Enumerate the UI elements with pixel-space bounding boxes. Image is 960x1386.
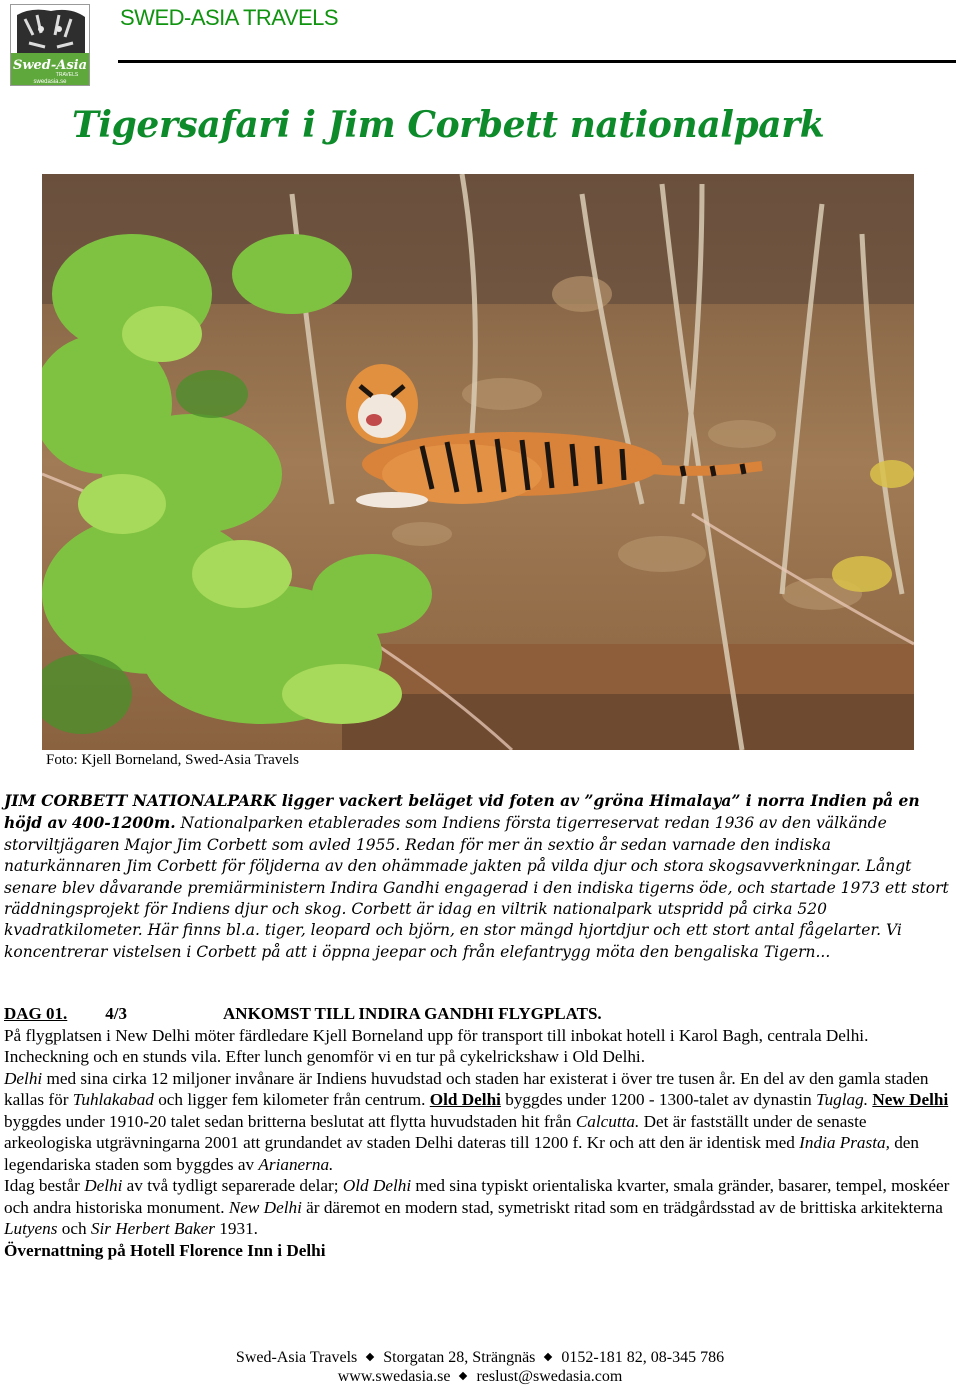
text-segment: av två tydligt separerade delar;: [122, 1176, 343, 1196]
day-paragraph-arrival: På flygplatsen i New Delhi möter färdledare Kjell Borneland upp för transport till inbokat hotell i Karol Bagh, centrala Delhi. Incheckning och en stunds vila. Efter lunch genomför vi en tur på cykelrickshaw i Old Delhi.: [4, 1026, 869, 1067]
term-calcutta: Calcutta.: [575, 1111, 640, 1131]
footer-phone: 0152-181 82, 08-345 786: [561, 1349, 725, 1366]
footer-address: Storgatan 28, Strängnäs: [383, 1349, 536, 1366]
day-title: ANKOMST TILL INDIRA GANDHI FLYGPLATS.: [223, 1004, 602, 1023]
term-new-delhi: New Delhi: [872, 1090, 949, 1110]
term-old-delhi: Old Delhi: [342, 1176, 412, 1196]
text-segment: är däremot en modern stad, symetriskt ritad som en trädgårdsstad av de brittiska arkitekterna: [301, 1197, 943, 1217]
company-logo: [10, 4, 90, 86]
intro-lead: JIM CORBETT NATIONALPARK ligger vackert beläget vid foten av ”gröna Himalaya” i norra Indien på en höjd av 400-1200m.: [4, 791, 920, 833]
term-delhi: Delhi: [4, 1068, 43, 1088]
text-segment: byggdes under 1910-20 talet sedan britterna beslutat att flytta huvudstaden hit från: [4, 1111, 576, 1131]
term-tuhlakabad: Tuhlakabad: [72, 1090, 154, 1110]
term-tuglag: Tuglag.: [815, 1090, 869, 1110]
footer-email[interactable]: reslust@swedasia.com: [476, 1368, 623, 1385]
page-title: Tigersafari i Jim Corbett nationalpark: [72, 104, 825, 146]
overnight-note: Övernattning på Hotell Florence Inn i Delhi: [4, 1240, 326, 1260]
footer: [0, 1348, 960, 1386]
day-heading: [4, 1004, 952, 1024]
svg-text:Swed-Asia: Swed-Asia: [12, 58, 88, 73]
term-old-delhi: Old Delhi: [429, 1090, 501, 1110]
svg-text:swedasia.se: swedasia.se: [33, 79, 67, 85]
term-lutyens: Lutyens: [4, 1219, 58, 1239]
term-india-prasta: India Prasta,: [799, 1133, 890, 1153]
diamond-separator-icon: [366, 1353, 374, 1361]
intro-rest: Nationalparken etablerades som Indiens första tigerreservat redan 1936 av den välkände storviltjägaren Major Jim Corbett som avled 1955. Redan för mer än sextio år sedan varnade den indiska naturkännaren Jim Corbett för följderna av den ohämmade jakten på vilda djur och stora skogsavverkningar. Långt senare blev dåvarande premiärministern Indira Gandhi engagerad i den indiska tigerns öde, och startade 1973 ett stort räddningsprojekt för Indiens djur och skog. Corbett är idag en viltrik nationalpark utspridd på cirka 520 kvadratkilometer. Här finns bl.a. tiger, leopard och björn, en stor mängd hjortdjur och ett stort antal fågelarter. Vi koncentrerar vistelsen i Corbett på att i öppna jeepar och från elefantrygg möta den bengaliska Tigern...: [4, 814, 949, 961]
day-paragraph-delhi-today: [4, 1175, 954, 1239]
footer-website[interactable]: www.swedasia.se: [337, 1368, 451, 1385]
brand-name: SWED-ASIA TRAVELS: [120, 5, 339, 30]
svg-text:TRAVELS: TRAVELS: [55, 72, 79, 78]
day-label: DAG 01.: [4, 1004, 68, 1023]
text-segment: med sina cirka 12 miljoner invånare är Indiens huvudstad och staden har existerat i över tre tusen år. En del av den gamla staden kallas för: [4, 1068, 929, 1110]
tiger-photo: [42, 174, 914, 750]
footer-company: Swed-Asia Travels: [235, 1349, 358, 1366]
text-segment: Idag består: [4, 1176, 85, 1196]
intro-paragraph: [4, 790, 952, 963]
text-segment: med sina typiskt orientaliska kvarter, smala gränder, basarer, tempel, moskéer och andra historiska monument.: [4, 1176, 950, 1217]
term-herbert-baker: Sir Herbert Baker: [90, 1219, 215, 1239]
text-segment: och ligger fem kilometer från centrum.: [153, 1090, 430, 1110]
header-rule: [118, 60, 956, 63]
term-new-delhi: New Delhi: [228, 1197, 302, 1217]
footer-line-1: [0, 1348, 960, 1367]
diamond-separator-icon: [544, 1353, 552, 1361]
day-paragraph-delhi-history: [4, 1068, 954, 1175]
day-body: [4, 1025, 954, 1261]
text-segment: byggdes under 1200 - 1300-talet av dynastin: [500, 1090, 816, 1110]
text-segment: Det är fastställt under de senaste arkeologiska utgrävningarna 2001 att grundandet av staden Delhi dateras till 1200 f. Kr och att den är identisk med: [4, 1111, 867, 1153]
term-delhi: Delhi: [84, 1176, 123, 1196]
day-date: 4/3: [105, 1004, 128, 1023]
text-segment: och: [57, 1219, 91, 1239]
text-segment: 1931.: [215, 1219, 258, 1239]
diamond-separator-icon: [459, 1372, 467, 1380]
footer-line-2: [0, 1367, 960, 1386]
photo-caption: Foto: Kjell Borneland, Swed-Asia Travels: [46, 752, 299, 768]
term-arianerna: Arianerna.: [258, 1154, 334, 1174]
text-segment: den legendariska staden som byggdes av: [4, 1133, 920, 1174]
